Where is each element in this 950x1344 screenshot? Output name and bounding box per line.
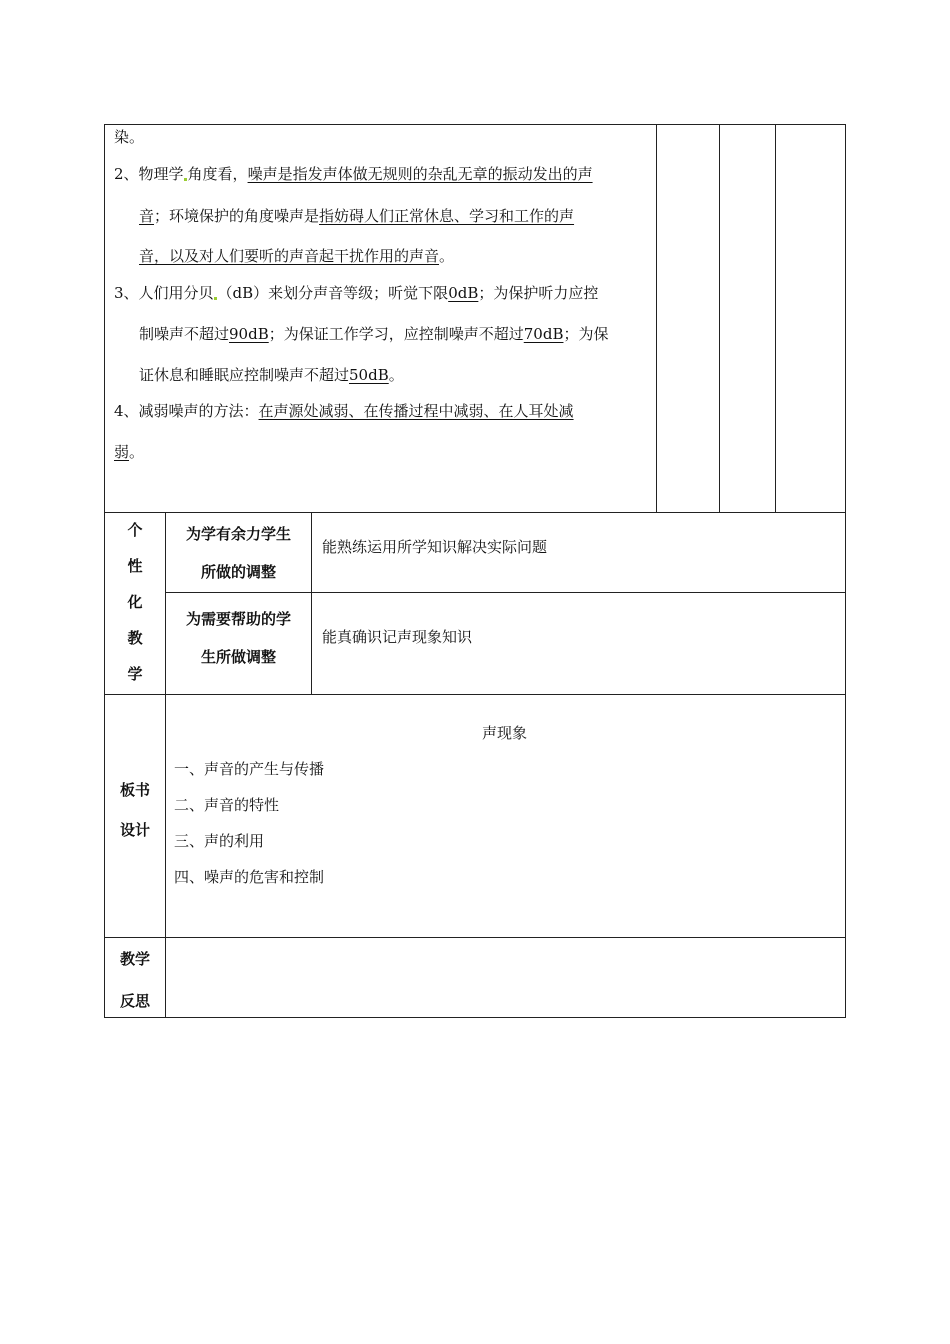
text-segment: ；为保证工作学习，应控制噪声不超过 bbox=[268, 325, 524, 343]
text-segment: 角度看， bbox=[187, 165, 248, 183]
label-line: 为学有余力学生 bbox=[185, 525, 291, 543]
text-segment: ；环境保护的角度噪声是 bbox=[154, 207, 320, 225]
table-border-bottom bbox=[104, 1017, 846, 1018]
text-line-7 bbox=[139, 365, 404, 385]
label-line: 教学 bbox=[119, 950, 150, 968]
label-line: 反思 bbox=[119, 992, 150, 1010]
table-border-left bbox=[104, 124, 105, 1018]
table-border-right bbox=[845, 124, 846, 1018]
col-divider-2 bbox=[719, 124, 720, 513]
text-segment: 。 bbox=[388, 366, 404, 384]
support-students-content bbox=[322, 627, 472, 647]
text-segment: 2、物理学 bbox=[114, 165, 184, 183]
advanced-students-content: 能熟练运用所学知识解决实际问题 bbox=[322, 538, 548, 556]
text-segment: 4、减弱噪声的方法： bbox=[114, 402, 259, 420]
board-item: 三、声的利用 bbox=[174, 832, 265, 850]
reflection-label bbox=[105, 938, 165, 1022]
underlined-segment: 50dB bbox=[349, 366, 389, 384]
row-sep-board-end bbox=[104, 937, 846, 938]
text-segment: ；为保 bbox=[563, 325, 609, 343]
personalized-side-label bbox=[120, 512, 150, 692]
text-segment: 。 bbox=[129, 443, 145, 461]
underlined-segment: 0dB bbox=[448, 284, 479, 302]
underlined-segment: 指妨碍人们正常休息、学习和工作的声 bbox=[319, 207, 575, 225]
side-label-char: 教 bbox=[127, 629, 143, 647]
side-label-char: 个 bbox=[127, 521, 143, 539]
text-line-2 bbox=[114, 164, 593, 184]
text-line-8 bbox=[114, 401, 574, 421]
underlined-segment: 音，以及对人们要听的声音起干扰作用的声音 bbox=[139, 247, 440, 265]
personal-sublabel-divider bbox=[311, 512, 312, 695]
text-segment: 制噪声不超过 bbox=[139, 325, 230, 343]
row-sep-personal-end bbox=[104, 694, 846, 695]
underlined-segment: 噪声是指发声体做无规则的杂乱无章的振动发出的声 bbox=[247, 165, 593, 183]
label-line: 生所做调整 bbox=[200, 648, 276, 666]
text-line-5 bbox=[114, 283, 598, 303]
side-label-char: 化 bbox=[127, 593, 143, 611]
underlined-segment: 弱 bbox=[114, 443, 130, 461]
support-students-label bbox=[166, 600, 311, 676]
text-segment: （dB）来划分声音等级；听觉下限 bbox=[217, 284, 449, 302]
text-segment: 证休息和睡眠应控制噪声不超过 bbox=[139, 366, 350, 384]
label-line: 所做的调整 bbox=[200, 563, 276, 581]
side-label-char: 学 bbox=[127, 665, 143, 683]
text-line-4 bbox=[139, 246, 454, 266]
label-line: 为需要帮助的学 bbox=[185, 610, 291, 628]
underlined-segment: 在声源处减弱、在传播过程中减弱、在人耳处减 bbox=[258, 402, 574, 420]
text-line-9 bbox=[114, 442, 144, 462]
text-segment: 。 bbox=[439, 247, 455, 265]
label-line: 设计 bbox=[119, 821, 150, 839]
content-text: 能真确识记声现象知识 bbox=[322, 628, 473, 646]
side-label-char: 性 bbox=[127, 557, 143, 575]
row-sep-personal-mid bbox=[165, 592, 846, 593]
row-sep-top-section bbox=[104, 512, 846, 513]
edit-mark bbox=[214, 297, 217, 300]
label-line: 板书 bbox=[119, 781, 150, 799]
text-line-3 bbox=[139, 206, 574, 226]
board-design-label bbox=[105, 770, 165, 850]
underlined-segment: 90dB bbox=[229, 325, 269, 343]
board-item: 一、声音的产生与传播 bbox=[174, 760, 325, 778]
col-divider-3 bbox=[775, 124, 776, 513]
text-segment: 染。 bbox=[114, 128, 145, 146]
advanced-students-label bbox=[166, 515, 311, 591]
board-title: 声现象 bbox=[482, 724, 528, 742]
underlined-segment: 音 bbox=[139, 207, 155, 225]
underlined-segment: 70dB bbox=[523, 325, 564, 343]
text-line-6 bbox=[139, 324, 608, 344]
col-divider-1 bbox=[656, 124, 657, 513]
table-border-top bbox=[104, 124, 846, 125]
edit-mark bbox=[184, 178, 187, 181]
text-line-1 bbox=[114, 127, 144, 147]
text-segment: 3、人们用分贝 bbox=[114, 284, 214, 302]
text-segment: ；为保护听力应控 bbox=[478, 284, 599, 302]
board-item: 四、噪声的危害和控制 bbox=[174, 868, 325, 886]
board-item: 二、声音的特性 bbox=[174, 796, 280, 814]
